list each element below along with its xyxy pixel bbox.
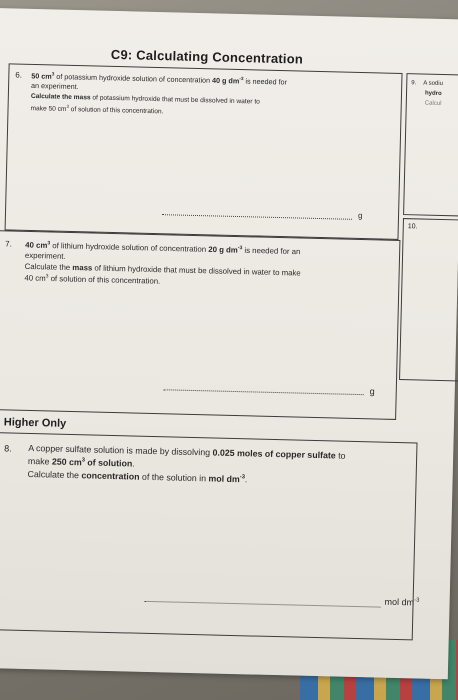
question-7-box	[0, 230, 400, 420]
question-9-box	[403, 73, 458, 216]
question-6-line-3: Calculate the mass of potassium hydroxide that must be dissolved in water to	[30, 92, 260, 106]
question-7-answer-line[interactable]	[164, 389, 364, 395]
question-7-line-3: Calculate the mass of lithium hydroxide that must be dissolved in water to make	[24, 261, 301, 278]
page-title: C9: Calculating Concentration	[110, 46, 304, 67]
question-6-box	[5, 63, 403, 240]
question-8-answer-line[interactable]	[145, 601, 381, 608]
question-7-line-4: 40 $cm^3$ of solution of this concentration.	[24, 273, 161, 286]
question-7-number: 7.	[5, 239, 13, 249]
question-6-unit: g	[357, 210, 363, 221]
question-10-box	[399, 218, 458, 381]
question-9-line-1: A sodiu	[423, 80, 444, 87]
q6-volume: 50 cm	[31, 71, 52, 81]
question-9-line-3: Calcul	[424, 100, 442, 107]
question-8-line-1: A copper sulfate solution is made by dissolving 0.025 moles of copper sulfate to	[28, 442, 346, 461]
question-7-line-2: experiment.	[24, 250, 66, 261]
question-6-line-2: an experiment.	[31, 80, 79, 92]
question-6-line-1: 50 $cm^3$ of potassium hydroxide solution of concentration 40 g $dm^{-3}$ is needed for	[31, 71, 288, 87]
question-10-number: 10.	[407, 223, 418, 231]
question-9-line-2: hydro	[424, 90, 442, 97]
question-6-answer-line[interactable]	[162, 214, 352, 220]
question-6-number: 6.	[15, 70, 23, 80]
question-6-line-4: make 50 $cm^3$ of solution of this concentration.	[30, 103, 164, 116]
question-7-unit: g	[369, 386, 375, 397]
worksheet-page	[0, 8, 458, 679]
question-8-unit: mol $dm^{-3}$	[384, 596, 420, 608]
question-8-number: 8.	[4, 443, 12, 454]
question-8-line-3: Calculate the concentration of the solution in mol $dm^{-3}$.	[27, 468, 248, 485]
question-8-box	[0, 432, 418, 640]
question-7-line-1: 40 $cm^3$ of lithium hydroxide solution of concentration 20 g $dm^{-3}$ is needed for an	[25, 240, 301, 257]
section-heading: Higher Only	[3, 416, 67, 430]
question-9-number: 9.	[411, 80, 417, 87]
question-8-line-2: make 250 $cm^3$ of solution.	[27, 455, 135, 469]
